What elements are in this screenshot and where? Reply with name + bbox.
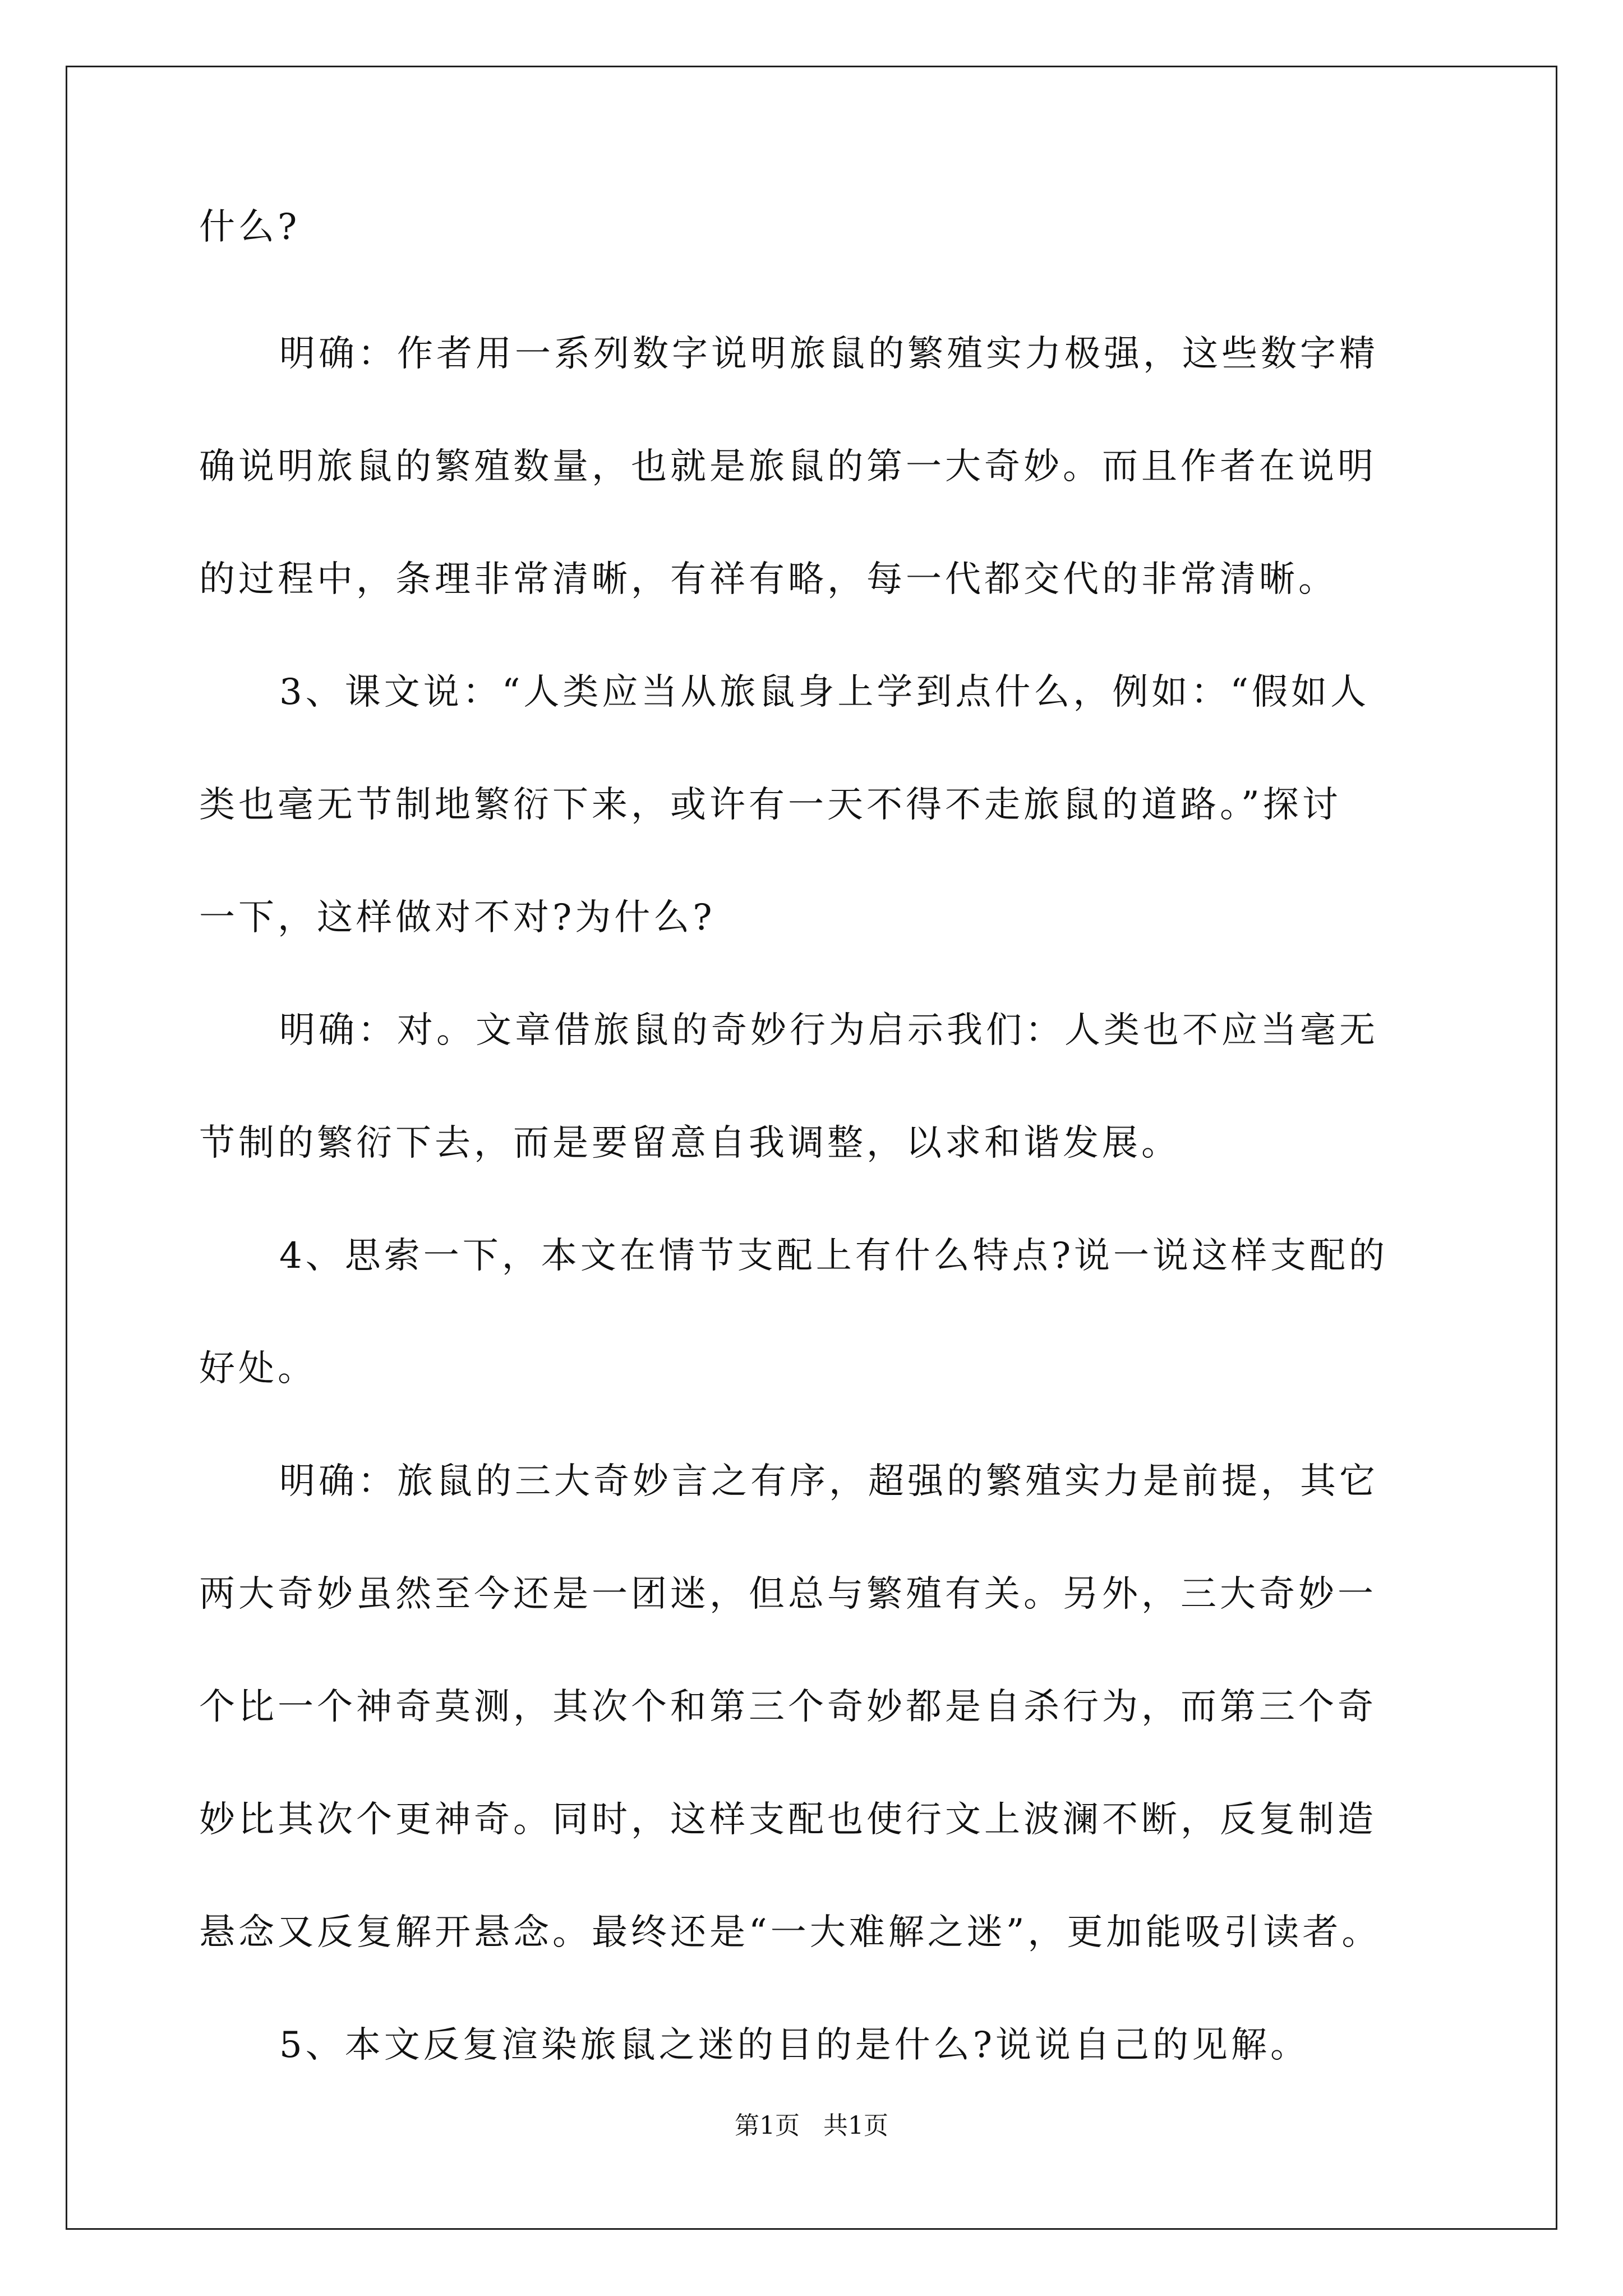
text-line-9: 节制的繁衍下去，而是要留意自我调整，以求和谐发展。 [199,1122,1181,1164]
text-line-4: 的过程中，条理非常清晰，有祥有略，每一代都交代的非常清晰。 [199,559,1338,600]
text-line-11: 好处。 [199,1348,317,1389]
text-line-15: 妙比其次个更神奇。同时，这样支配也使行文上波澜不断，反复制造 [199,1799,1377,1841]
text-line-16: 悬念又反复解开悬念。最终还是“一大难解之迷”，更加能吸引读者。 [199,1912,1381,1953]
text-line-7: 一下，这样做对不对?为什么? [199,897,716,938]
text-line-13: 两大奇妙虽然至今还是一团迷，但总与繁殖有关。另外，三大奇妙一 [199,1573,1377,1615]
text-line-8: 明确：对。文章借旅鼠的奇妙行为启示我们：人类也不应当毫无 [279,1010,1378,1051]
text-line-10: 4、思索一下，本文在情节支配上有什么特点?说一说这样支配的 [279,1235,1389,1277]
text-line-12: 明确：旅鼠的三大奇妙言之有序，超强的繁殖实力是前提，其它 [279,1461,1378,1502]
text-line-3: 确说明旅鼠的繁殖数量，也就是旅鼠的第一大奇妙。而且作者在说明 [199,446,1377,487]
text-line-1: 什么? [199,206,301,248]
text-line-2: 明确：作者用一系列数字说明旅鼠的繁殖实力极强，这些数字精 [279,333,1378,375]
text-line-14: 个比一个神奇莫测，其次个和第三个奇妙都是自杀行为，而第三个奇 [199,1686,1377,1728]
text-line-5: 3、课文说：“人类应当从旅鼠身上学到点什么，例如：“假如人 [279,671,1370,713]
text-line-6: 类也毫无节制地繁衍下来，或许有一天不得不走旅鼠的道路。”探讨 [199,784,1341,826]
text-line-17: 5、本文反复渲染旅鼠之迷的目的是什么?说说自己的见解。 [279,2024,1310,2066]
page-footer: 第1页 共1页 [735,2111,888,2140]
